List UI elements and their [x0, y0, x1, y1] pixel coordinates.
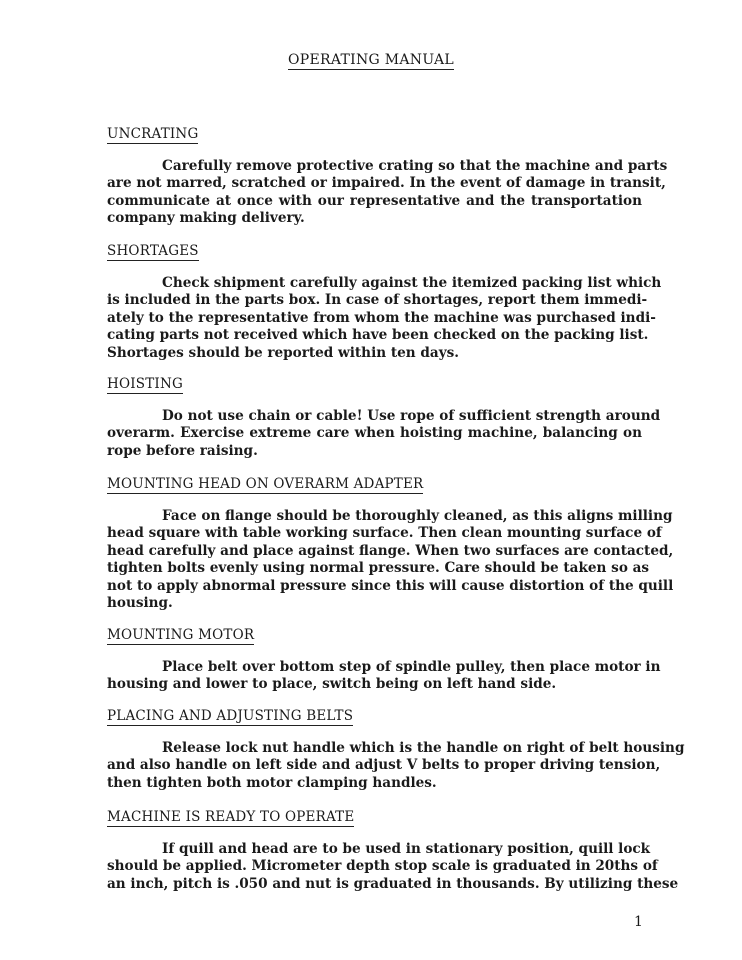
page-title: OPERATING MANUAL — [288, 52, 455, 68]
paragraph-line: should be applied. Micrometer depth stop scale is graduated in 20ths of — [107, 858, 658, 875]
section-heading: MOUNTING HEAD ON OVERARM ADAPTER — [107, 476, 424, 492]
page-number: 1 — [634, 914, 643, 930]
section-heading: MACHINE IS READY TO OPERATE — [107, 809, 355, 825]
section-heading: UNCRATING — [107, 126, 199, 142]
paragraph-line: If quill and head are to be used in stationary position, quill lock — [162, 841, 651, 857]
paragraph-line: and also handle on left side and adjust V belts to proper driving tension, — [107, 757, 661, 774]
section-heading: MOUNTING MOTOR — [107, 627, 255, 643]
section-paragraph — [107, 158, 668, 228]
section — [107, 473, 674, 612]
paragraph-line: head square with table working surface. Then clean mounting surface of — [107, 525, 662, 542]
paragraph-line: Release lock nut handle which is the handle on right of belt housing — [162, 740, 685, 756]
section-paragraph — [107, 659, 661, 694]
paragraph-line: Place belt over bottom step of spindle pulley, then place motor in — [162, 659, 661, 675]
paragraph-line: not to apply abnormal pressure since this will cause distortion of the quill — [107, 577, 674, 594]
section — [107, 705, 685, 792]
paragraph-line: Shortages should be reported within ten days. — [107, 344, 459, 361]
paragraph-line: communicate at once with our representative and the transportation — [107, 192, 642, 209]
paragraph-line: an inch, pitch is .050 and nut is graduated in thousands. By utilizing these — [107, 875, 679, 892]
section-paragraph — [107, 508, 674, 612]
section-heading: SHORTAGES — [107, 243, 199, 259]
paragraph-line: cating parts not received which have been checked on the packing list. — [107, 327, 649, 344]
paragraph-line: ately to the representative from whom the machine was purchased indi- — [107, 309, 656, 326]
section-paragraph — [107, 275, 662, 362]
section — [107, 806, 679, 893]
paragraph-line: head carefully and place against flange. When two surfaces are contacted, — [107, 542, 674, 559]
section-paragraph — [107, 740, 685, 792]
paragraph-line: overarm. Exercise extreme care when hoisting machine, balancing on — [107, 425, 642, 442]
section — [107, 240, 662, 362]
section — [107, 624, 661, 694]
section-heading: HOISTING — [107, 376, 183, 392]
paragraph-line: rope before raising. — [107, 442, 258, 459]
paragraph-line: Check shipment carefully against the itemized packing list which — [162, 275, 662, 291]
section-paragraph — [107, 841, 679, 893]
paragraph-line: Do not use chain or cable! Use rope of sufficient strength around — [162, 408, 661, 424]
paragraph-line: housing. — [107, 594, 173, 611]
paragraph-line: Face on flange should be thoroughly cleaned, as this aligns milling — [162, 508, 673, 524]
paragraph-line: tighten bolts evenly using normal pressure. Care should be taken so as — [107, 560, 650, 577]
section-heading: PLACING AND ADJUSTING BELTS — [107, 708, 354, 724]
section — [107, 123, 668, 228]
section-paragraph — [107, 408, 661, 460]
paragraph-line: Carefully remove protective crating so that the machine and parts — [162, 158, 668, 174]
paragraph-line: housing and lower to place, switch being on left hand side. — [107, 676, 557, 693]
paragraph-line: are not marred, scratched or impaired. In the event of damage in transit, — [107, 175, 666, 192]
paragraph-line: is included in the parts box. In case of shortages, report them immedi- — [107, 292, 648, 309]
section — [107, 373, 661, 460]
paragraph-line: then tighten both motor clamping handles. — [107, 774, 437, 791]
paragraph-line: company making delivery. — [107, 210, 305, 227]
